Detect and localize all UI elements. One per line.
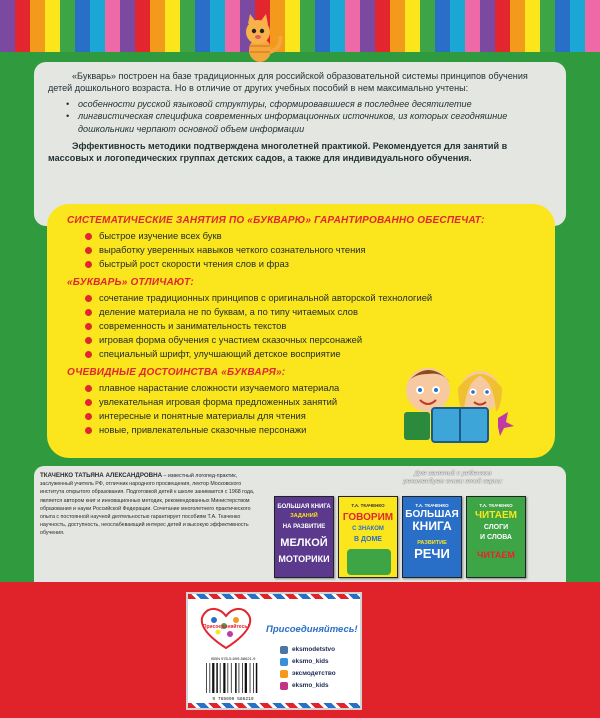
- barcode-bar: [227, 663, 228, 693]
- kids-reading-illustration: [398, 362, 518, 444]
- list-item: быстрый рост скорости чтения слов и фраз: [85, 257, 541, 271]
- ok-icon: [280, 670, 288, 678]
- intro-tail: Эффективность методики подтверждена многолетней практикой. Рекомендуется для занятий в массовых и логопедических группах детских садов, а также для индивидуального обучения.: [48, 141, 508, 164]
- author-name: ТКАЧЕНКО ТАТЬЯНА АЛЕКСАНДРОВНА: [40, 472, 163, 479]
- barcode: [202, 654, 264, 702]
- book-cover-speech[interactable]: Т.А. ТКАЧЕНКО БОЛЬШАЯ КНИГА РАЗВИТИЕ РЕЧИ: [402, 496, 462, 578]
- stripe: [570, 0, 585, 52]
- barcode-bar: [239, 663, 240, 693]
- list-item: специальный шрифт, улучшающий детское восприятие: [85, 347, 541, 361]
- bullet-icon: [85, 309, 92, 316]
- stripe: [495, 0, 510, 52]
- stripe: [135, 0, 150, 52]
- stripe: [540, 0, 555, 52]
- list-item: увлекательная игровая форма предложенных занятий: [85, 395, 541, 409]
- stripe: [30, 0, 45, 52]
- stripe: [480, 0, 495, 52]
- list-item: игровая форма обучения с участием сказочных персонажей: [85, 333, 541, 347]
- bullet-icon: [85, 337, 92, 344]
- intro-lead: «Букварь» построен на базе традиционных для российской образовательной системы принципов обучения детей дошкольного возраста. Но в отличие от других учебных пособий в нем максимально учтены:: [48, 71, 528, 94]
- barcode-bar: [245, 663, 247, 693]
- series-caption: Для занятий с ребенком рекомендуем книги этой серии:: [403, 470, 503, 485]
- book-cover-reading[interactable]: Т.А. ТКАЧЕНКО ЧИТАЕМ СЛОГИ И СЛОВА ЧИТАЕМ: [466, 496, 526, 578]
- bullet-icon: [85, 323, 92, 330]
- barcode-bar: [250, 663, 251, 693]
- social-link-vk[interactable]: eksmodetstvo: [280, 644, 336, 656]
- stripe: [450, 0, 465, 52]
- stripe: [555, 0, 570, 52]
- barcode-bar: [223, 663, 225, 693]
- social-link-twitter[interactable]: eksmo_kids: [280, 656, 336, 668]
- bullet-icon: [85, 295, 92, 302]
- stripe: [435, 0, 450, 52]
- vk-icon: [280, 646, 288, 654]
- intro-bullet: • особенности русской языковой структуры, сформировавшиеся в последнее десятилетие: [70, 98, 552, 110]
- rainbow-stripes: [0, 0, 600, 52]
- stripe: [375, 0, 390, 52]
- stripe: [585, 0, 600, 52]
- social-link-instagram[interactable]: eksmo_kids: [280, 680, 336, 692]
- barcode-bar: [212, 663, 214, 693]
- bullet-icon: [85, 233, 92, 240]
- barcode-bar: [253, 663, 254, 693]
- stripe: [150, 0, 165, 52]
- stripe: [0, 0, 15, 52]
- svg-text:Присоединяйтесь!: Присоединяйтесь!: [202, 624, 250, 630]
- cat-illustration: [232, 12, 288, 64]
- section-title: ОЧЕВИДНЫЕ ДОСТОИНСТВА «БУКВАРЯ»:: [67, 366, 286, 378]
- list-item: плавное нарастание сложности изучаемого материала: [85, 381, 541, 395]
- list-item: новые, привлекательные сказочные персонажи: [85, 423, 541, 437]
- stripe: [360, 0, 375, 52]
- join-us-title: Присоединяйтесь!: [266, 624, 358, 635]
- section-list: [85, 229, 541, 272]
- stripe: [510, 0, 525, 52]
- stripe: [300, 0, 315, 52]
- stripe: [165, 0, 180, 52]
- barcode-bar: [216, 663, 218, 693]
- envelope-card: [186, 592, 362, 710]
- author-description: – известный логопед-практик, заслуженный учитель РФ, отличник народного просвещения, лектор Московского института открытого образования. Подготовкой детей к школе занимается с 1968 года, является автором книг и инновационных методик, рекомендованных Министерством образования и науки Российской Федерации. Сочетание многолетнего практического опыта с постоянной научной деятельностью гарантирует пособиям Т.А. Ткаченко научность, доступность, неослабевающий интерес детей и высокую эффективность обучения.: [40, 473, 255, 537]
- stripe: [390, 0, 405, 52]
- stripe: [465, 0, 480, 52]
- bullet-icon: [85, 385, 92, 392]
- bullet-icon: [85, 351, 92, 358]
- social-links: [280, 644, 336, 692]
- author-bio: [40, 472, 266, 538]
- svg-text:ISBN 978-5-699-58621-9: ISBN 978-5-699-58621-9: [210, 656, 256, 661]
- list-item: современность и занимательность текстов: [85, 319, 541, 333]
- stripe: [525, 0, 540, 52]
- bullet-icon: [85, 427, 92, 434]
- stripe: [105, 0, 120, 52]
- stripe: [210, 0, 225, 52]
- barcode-bar: [206, 663, 207, 693]
- stripe: [195, 0, 210, 52]
- section-title: «БУКВАРЬ» ОТЛИЧАЮТ:: [67, 276, 194, 288]
- stripe: [330, 0, 345, 52]
- intro-box: [34, 62, 566, 226]
- list-item: выработку уверенных навыков четкого сознательного чтения: [85, 243, 541, 257]
- section-title: СИСТЕМАТИЧЕСКИЕ ЗАНЯТИЯ ПО «БУКВАРЮ» ГАРАНТИРОВАННО ОБЕСПЕЧАТ:: [67, 215, 485, 226]
- stripe: [405, 0, 420, 52]
- stripe: [420, 0, 435, 52]
- barcode-bar: [256, 663, 257, 693]
- barcode-bar: [231, 663, 232, 693]
- book-cover-motor-skills[interactable]: БОЛЬШАЯ КНИГА ЗАДАНИЙ НА РАЗВИТИЕ МЕЛКОЙ МОТОРИКИ: [274, 496, 334, 578]
- list-item: сочетание традиционных принципов с оригинальной авторской технологией: [85, 291, 541, 305]
- barcode-bar: [242, 663, 243, 693]
- social-link-ok[interactable]: эксмодетство: [280, 668, 336, 680]
- intro-bullets: [70, 98, 552, 135]
- stripe: [315, 0, 330, 52]
- intro-bullet: • лингвистическая специфика современных информационных источников, из которых сегодняшние дошкольники черпают основной объем информации: [70, 110, 552, 135]
- book-series-panel: [268, 466, 564, 582]
- stripe: [180, 0, 195, 52]
- bullet-icon: [85, 413, 92, 420]
- section-list: [85, 291, 541, 362]
- instagram-icon: [280, 682, 288, 690]
- list-item: деление материала не по буквам, а по типу читаемых слов: [85, 305, 541, 319]
- barcode-bar: [235, 663, 237, 693]
- stripe: [345, 0, 360, 52]
- stripe: [75, 0, 90, 52]
- bullet-icon: [85, 247, 92, 254]
- bullet-icon: [85, 399, 92, 406]
- barcode-bar: [220, 663, 221, 693]
- stripe: [45, 0, 60, 52]
- heart-stamp-icon: [194, 602, 258, 652]
- list-item: интересные и понятные материалы для чтения: [85, 409, 541, 423]
- barcode-bar: [209, 663, 210, 693]
- twitter-icon: [280, 658, 288, 666]
- stripe: [15, 0, 30, 52]
- stripe: [90, 0, 105, 52]
- bullet-icon: [85, 261, 92, 268]
- list-item: быстрое изучение всех букв: [85, 229, 541, 243]
- stripe: [120, 0, 135, 52]
- svg-text:9 785699 586219: 9 785699 586219: [212, 697, 254, 702]
- book-cover-speaking[interactable]: Т.А. ТКАЧЕНКО ГОВОРИМ С ЗНАКОМ В ДОМЕ: [338, 496, 398, 578]
- stripe: [60, 0, 75, 52]
